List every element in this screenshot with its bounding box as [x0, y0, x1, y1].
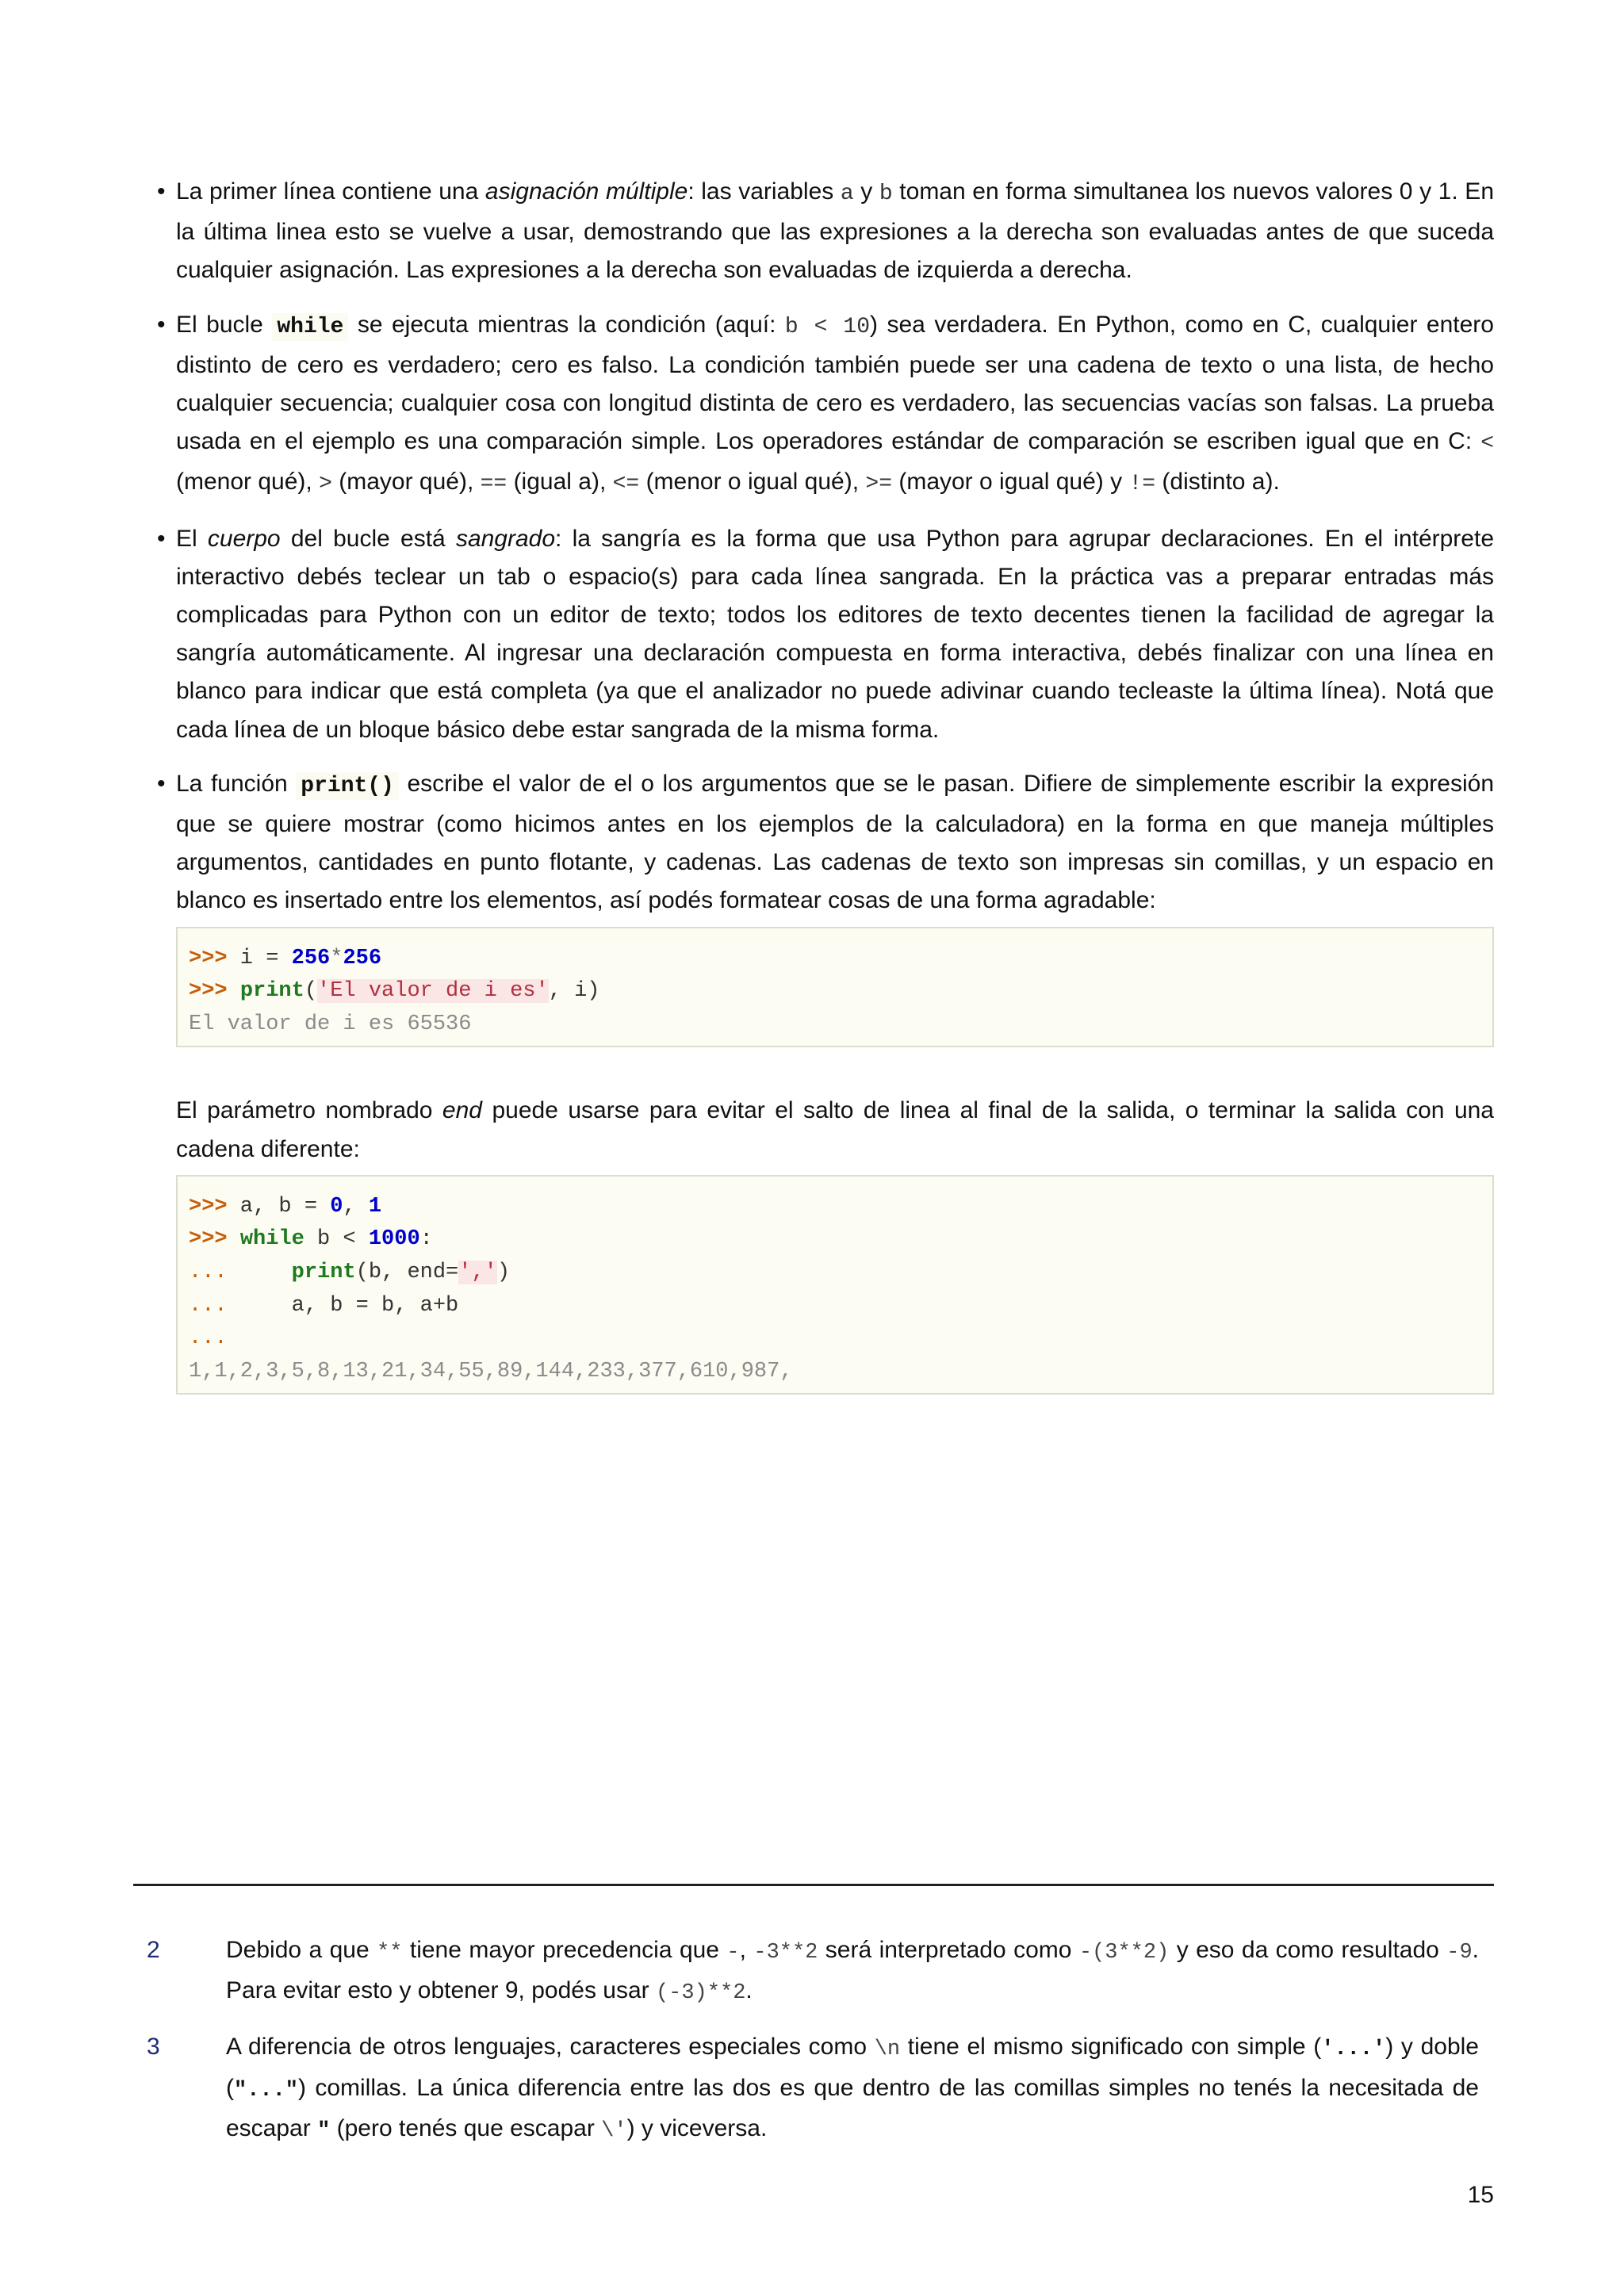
text: : las variables: [688, 178, 841, 205]
text: será interpretado como: [818, 1937, 1079, 1963]
code-keyword: print: [239, 979, 304, 1004]
main-content: [176, 173, 1494, 1410]
emphasis: asignación múltiple: [485, 178, 688, 205]
footnote-number: 3: [147, 2034, 160, 2061]
footnote-2: [147, 1931, 1479, 2012]
inline-code: (-3)**2: [655, 1981, 746, 2006]
text: El: [176, 525, 208, 552]
emphasis: end: [442, 1097, 482, 1124]
footnote-number: 2: [147, 1937, 160, 1963]
text: (menor o igual qué),: [639, 469, 866, 496]
inline-code: **: [377, 1941, 403, 1965]
inline-code: -(3**2): [1078, 1941, 1170, 1965]
code-indent: [228, 1261, 292, 1284]
code-text: :: [419, 1227, 433, 1252]
inline-code: a: [840, 182, 854, 206]
text: (igual a),: [507, 469, 613, 496]
footnote-text: [226, 2028, 1479, 2150]
code-keyword: while: [239, 1227, 304, 1252]
inline-code: \': [601, 2118, 627, 2143]
spacer: [176, 1047, 1494, 1092]
emphasis: cuerpo: [207, 525, 281, 552]
text: (pero tenés que escapar: [330, 2114, 602, 2141]
code-operator: *: [330, 946, 343, 970]
code-string: 'El valor de i es': [317, 979, 549, 1004]
text: y eso da como resultado: [1169, 1937, 1447, 1963]
text: El bucle: [176, 311, 273, 338]
text: toman en forma simultanea los nuevos valores 0 y 1. En la última linea esto se vuelve a usar, demostrando que las expresiones a la derecha son evaluadas antes de que suceda cualquier asignación. Las expresiones a la derecha son evaluadas de izquierda a derecha.: [176, 178, 1495, 284]
code-prompt: >>>: [189, 1227, 228, 1252]
inline-code: ==: [480, 472, 508, 497]
code-output: 1,1,2,3,5,8,13,21,34,55,89,144,233,377,610,987,: [189, 1359, 793, 1383]
inline-code: b < 10: [784, 314, 871, 339]
inline-code: <: [1480, 431, 1494, 457]
inline-code: >: [319, 472, 332, 497]
code-text: ): [496, 1261, 511, 1285]
inline-code: "...": [234, 2078, 299, 2103]
code-text: i =: [227, 946, 292, 970]
inline-code: b: [879, 182, 893, 206]
paragraph-end-param: [176, 1092, 1494, 1168]
text: se ejecuta mientras la condición (aquí:: [348, 311, 785, 338]
footnote-divider: [133, 1884, 1494, 1886]
code-number: 1: [368, 1194, 382, 1219]
code-keyword: print: [291, 1261, 356, 1285]
page-number: 15: [1467, 2182, 1494, 2208]
code-continuation: ...: [189, 1326, 228, 1351]
text: (distinto a).: [1155, 469, 1280, 496]
code-prompt: >>>: [189, 979, 228, 1004]
code-text: ,: [343, 1194, 369, 1219]
text: del bucle está: [280, 525, 456, 552]
text: ) y doble (: [226, 2034, 1479, 2101]
code-text: (: [304, 979, 318, 1004]
code-output: El valor de i es 65536: [189, 1012, 472, 1036]
code-block-fibonacci: [176, 1175, 1494, 1395]
text: . Para evitar esto y obtener 9, podés usar: [226, 1937, 1480, 2004]
paragraph: [176, 173, 1494, 290]
text: tiene mayor precedencia que: [402, 1937, 727, 1963]
text: tiene el mismo significado con simple (: [900, 2034, 1322, 2061]
inline-code: -3**2: [753, 1941, 818, 1965]
code-number: 256: [291, 946, 331, 970]
code-number: 256: [343, 946, 382, 970]
code-number: 1000: [368, 1227, 420, 1252]
text: y: [853, 178, 879, 205]
code-text: b <: [304, 1227, 369, 1252]
text: El parámetro nombrado: [176, 1097, 442, 1124]
emphasis: sangrado: [455, 525, 556, 552]
bullet-while-loop: [176, 306, 1494, 504]
code-continuation: ...: [189, 1261, 228, 1285]
code-prompt: >>>: [189, 1194, 228, 1219]
code-text: a, b = b, a+b: [227, 1293, 459, 1318]
code-block-print: [176, 927, 1494, 1048]
footnote-3: [147, 2028, 1479, 2150]
text: .: [745, 1977, 753, 2004]
paragraph: [176, 520, 1494, 749]
inline-code: <=: [612, 472, 640, 497]
code-text: (b, end=: [355, 1261, 459, 1285]
footnotes: [147, 1931, 1479, 2166]
text: ,: [739, 1937, 754, 1963]
inline-code: -9: [1446, 1941, 1473, 1965]
text: puede usarse para evitar el salto de linea al final de la salida, o terminar la salida con una cadena diferente:: [176, 1097, 1494, 1162]
text: (menor qué),: [176, 469, 320, 496]
text: La función: [176, 770, 297, 797]
text: La primer línea contiene una: [176, 178, 485, 205]
paragraph: [176, 306, 1494, 504]
text: ) y viceversa.: [626, 2114, 768, 2141]
inline-code: '...': [1321, 2038, 1386, 2062]
inline-code: ": [317, 2118, 331, 2143]
text: escribe el valor de el o los argumentos que se le pasan. Difiere de simplemente escribir la expresión que se quiere mostrar (como hicimos antes en los ejemplos de la calculadora) en la forma en que maneja múltiples argumentos, cantidades en punto flotante, y cadenas. Las cadenas de texto son impresas sin comillas, y un espacio en blanco es insertado entre los elementos, así podés formatear cosas de una forma agradable:: [176, 770, 1495, 914]
text: A diferencia de otros lenguajes, caracteres especiales como: [226, 2034, 875, 2061]
text: (mayor qué),: [331, 469, 481, 496]
code-continuation: ...: [189, 1293, 228, 1318]
bullet-print-function: [176, 765, 1494, 1395]
bullet-loop-body: [176, 520, 1494, 749]
inline-code-keyword: print(): [296, 772, 399, 800]
code-number: 0: [330, 1194, 343, 1219]
text: ) sea verdadera. En Python, como en C, cualquier entero distinto de cero es verdadero; cero es falso. La condición también puede ser una cadena de texto o una lista, de hecho cualquier secuencia; cualquier cosa con longitud distinta de cero es verdadero, las secuencias vacías son falsas. La prueba usada en el ejemplo es una comparación simple. Los operadores estándar de comparación se escriben igual que en C:: [176, 311, 1494, 455]
text: Debido a que: [226, 1937, 377, 1963]
code-text: , i): [548, 979, 600, 1004]
text: : la sangría es la forma que usa Python para agrupar declaraciones. En el intérprete interactivo debés teclear un tab o espacio(s) para cada línea sangrada. En la práctica vas a preparar entradas más complicadas para Python con un editor de texto; todos los editores de texto decentes tienen la facilidad de agregar la sangría automáticamente. Al ingresar una declaración compuesta en forma interactiva, debés finalizar con una línea en blanco para indicar que está completa (ya que el analizador no puede adivinar cuando tecleaste la última línea). Notá que cada línea de un bloque básico debe estar sangrada de la misma forma.: [176, 525, 1494, 743]
code-text: a, b =: [227, 1194, 331, 1219]
code-string: ',': [458, 1261, 497, 1285]
paragraph: [176, 765, 1494, 920]
text: (mayor o igual qué) y: [892, 469, 1129, 496]
inline-code: -: [726, 1941, 740, 1965]
inline-code: \n: [874, 2038, 901, 2062]
text: ) comillas. La única diferencia entre las dos es que dentro de las comillas simples no tenés la necesitada de escapar: [226, 2074, 1479, 2141]
inline-code: !=: [1128, 472, 1156, 497]
inline-code: >=: [865, 472, 892, 497]
bullet-multiple-assignment: [176, 173, 1494, 290]
code-prompt: >>>: [189, 946, 228, 970]
footnote-text: [226, 1931, 1479, 2012]
inline-code-keyword: while: [272, 313, 348, 341]
